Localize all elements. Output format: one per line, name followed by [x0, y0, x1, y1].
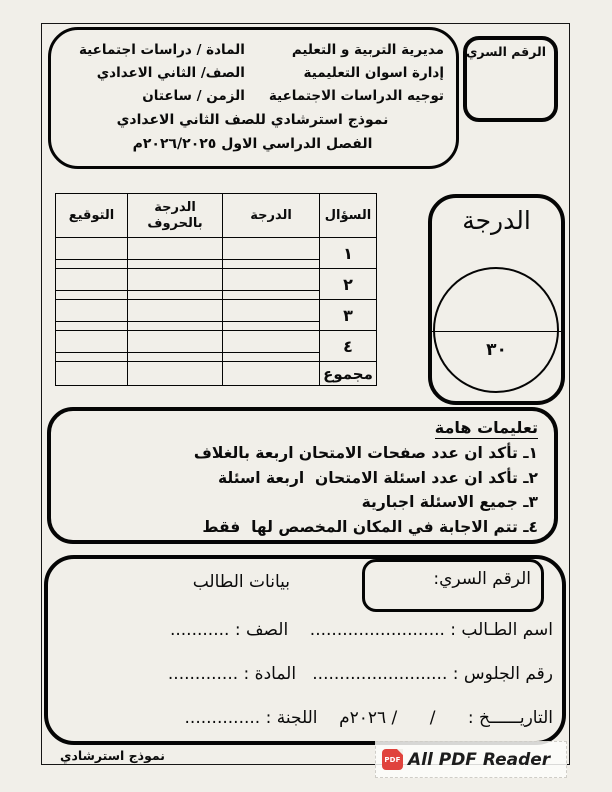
time-line: الزمن / ساعتان [142, 88, 245, 104]
grade-letters-cell [128, 331, 223, 353]
administration-line: إدارة اسوان التعليمية [303, 65, 444, 81]
grade-cell [223, 362, 320, 386]
student-seat-line: رقم الجلوس : ......................... المادة : ............. [167, 664, 553, 684]
model-title-line: نموذج استرشادي للصف الثاني الاعدادي [116, 112, 389, 128]
header-info-box [48, 27, 459, 169]
question-number-cell: ٣ [320, 300, 377, 331]
total-label-cell: مجموع [320, 362, 377, 386]
student-date-line: التاريــــــخ : / / ٢٠٢٦م اللجنة : .............. [184, 708, 553, 728]
grade-circle [433, 267, 559, 393]
col-header-signature: التوقيع [56, 194, 128, 238]
table-row [56, 300, 377, 322]
question-number-cell: ٢ [320, 269, 377, 300]
grade-cell [223, 269, 320, 291]
col-header-grade: الدرجة [223, 194, 320, 238]
max-grade-value: ٣٠ [486, 340, 507, 360]
signature-cell [56, 238, 128, 260]
instructions-title: تعليمات هامة [434, 418, 538, 437]
grade-letters-cell [128, 269, 223, 291]
grades-table-wrap [55, 193, 377, 386]
grade-line: الصف/ الثاني الاعدادي [96, 65, 245, 81]
grades-header-row [56, 194, 377, 238]
grade-cell [223, 331, 320, 353]
directorate-line: مديرية التربية و التعليم [291, 42, 444, 58]
table-row [56, 269, 377, 291]
grade-letters-cell [128, 300, 223, 322]
student-secret-code-box [362, 559, 544, 612]
subject-line: المادة / دراسات اجتماعية [78, 42, 245, 58]
grade-letters-cell [128, 362, 223, 386]
instruction-item: ٣ـ جميع الاسئلة اجبارية [361, 493, 538, 511]
header-authority-column [245, 39, 444, 108]
pdf-reader-watermark[interactable] [375, 741, 567, 778]
grade-cell [223, 238, 320, 260]
table-total-row [56, 362, 377, 386]
grade-box-title: الدرجة [462, 206, 531, 235]
signature-cell [56, 300, 128, 322]
secret-number-label: الرقم السري [465, 44, 546, 59]
student-data-box [44, 555, 566, 745]
instructions-box [47, 407, 558, 544]
signature-cell [56, 269, 128, 291]
table-row [56, 331, 377, 353]
guidance-line: توجيه الدراسات الاجتماعية [268, 88, 444, 104]
grade-circle-divider [432, 331, 561, 332]
secret-number-box [463, 36, 558, 122]
instruction-item: ١ـ تأكد ان عدد صفحات الامتحان اربعة بالغلاف [193, 444, 538, 462]
student-name-line: اسم الطـالب : ......................... الصف : ........... [169, 620, 553, 640]
total-grade-box [428, 194, 565, 405]
col-header-question: السؤال [320, 194, 377, 238]
grade-cell [223, 300, 320, 322]
grade-letters-cell [128, 238, 223, 260]
footer-model-note: نموذج استرشادي [60, 748, 165, 763]
header-subject-column [61, 39, 245, 108]
pdf-reader-label: All PDF Reader [408, 749, 551, 770]
instruction-item: ٢ـ تأكد ان عدد اسئلة الامتحان اربعة اسئلة [217, 468, 538, 487]
pdf-icon: PDF [382, 749, 403, 770]
signature-cell [56, 331, 128, 353]
instruction-item: ٤ـ تتم الاجابة في المكان المخصص لها فقط [202, 517, 538, 536]
grades-table [55, 193, 377, 386]
col-header-grade-letters: الدرجة بالحروف [128, 194, 223, 238]
table-row [56, 238, 377, 260]
student-data-title: بيانات الطالب [192, 572, 290, 592]
student-secret-label: الرقم السري: [433, 569, 531, 589]
question-number-cell: ١ [320, 238, 377, 269]
question-number-cell: ٤ [320, 331, 377, 362]
signature-cell [56, 362, 128, 386]
semester-line: الفصل الدراسي الاول ٢٠٢٦/٢٠٢٥م [132, 136, 373, 152]
